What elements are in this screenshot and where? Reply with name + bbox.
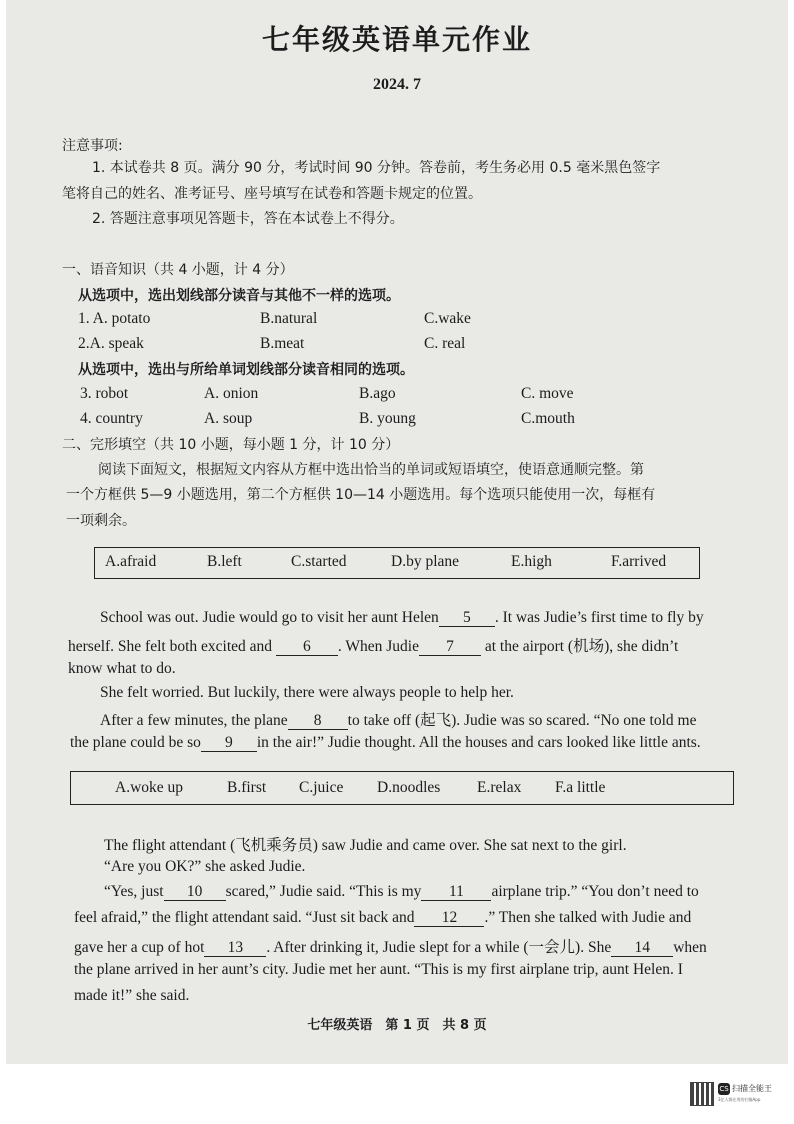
question-4-option-a: A. soup (204, 410, 253, 427)
word-box-1 (94, 547, 700, 579)
blank-6: 6 (276, 639, 338, 656)
word-box-2 (70, 771, 734, 805)
passage-line: herself. She felt both excited and 6 . When Judie 7 at the airport (机场), she didn’t (68, 638, 679, 655)
section-2-instruction-line-1: 阅读下面短文，根据短文内容从方框中选出恰当的单词或短语填空，使语意通顺完整。第 (98, 462, 644, 478)
question-2-option-c: C. real (424, 335, 466, 352)
word-box-1-option-a: A.afraid (105, 553, 157, 570)
section-2-instruction-line-2: 一个方框供 5—9 小题选用，第二个方框供 10—14 小题选用。每个选项只能使用一次，每框有 (66, 487, 656, 503)
section-2-instruction-line-3: 一项剩余。 (66, 513, 136, 529)
blank-5: 5 (439, 610, 495, 627)
scanner-watermark (690, 1078, 782, 1110)
word-box-2-option-d: D.noodles (377, 779, 441, 796)
word-box-1-option-c: C.started (291, 553, 347, 570)
word-box-1-option-e: E.high (511, 553, 552, 570)
word-box-2-option-f: F.a little (555, 779, 606, 796)
word-box-2-option-e: E.relax (477, 779, 522, 796)
passage-line: gave her a cup of hot 13 . After drinking it, Judie slept for a while (一会儿). She 14 when (74, 939, 707, 956)
notice-item-1-line-1: 1. 本试卷共 8 页。满分 90 分，考试时间 90 分钟。答卷前，考生务必用 0.5 毫米黑色签字 (92, 160, 661, 176)
passage-line: made it!” she said. (74, 987, 190, 1004)
blank-14: 14 (611, 940, 673, 957)
passage-line: feel afraid,” the flight attendant said. “Just sit back and 12 .” Then she talked with Judie and (74, 909, 692, 926)
question-2-option-b: B.meat (260, 335, 305, 352)
notice-item-2: 2. 答题注意事项见答题卡，答在本试卷上不得分。 (92, 211, 404, 227)
qr-code-icon (690, 1082, 714, 1106)
passage-line: She felt worried. But luckily, there were always people to help her. (100, 684, 514, 701)
passage-line: the plane could be so 9 in the air!” Judie thought. All the houses and cars looked like little ants. (70, 734, 701, 751)
notice-item-1-line-2: 笔将自己的姓名、准考证号、座号填写在试卷和答题卡规定的位置。 (62, 186, 482, 202)
blank-8: 8 (288, 713, 348, 730)
question-1-option-b: B.natural (260, 310, 318, 327)
blank-10: 10 (164, 884, 226, 901)
camscanner-logo-icon: CS (719, 1085, 729, 1093)
question-4-word: 4. country (80, 410, 143, 427)
question-3-option-b: B.ago (359, 385, 396, 402)
notice-heading: 注意事项: (62, 138, 123, 154)
blank-7: 7 (419, 639, 481, 656)
section-2-heading: 二、完形填空（共 10 小题，每小题 1 分，计 10 分） (62, 437, 400, 453)
watermark-label: 扫描全能王 (732, 1084, 772, 1093)
question-4-option-c: C.mouth (521, 410, 575, 427)
question-3-option-a: A. onion (204, 385, 259, 402)
page-footer: 七年级英语 第 1 页 共 8 页 (307, 1018, 487, 1033)
page-title: 七年级英语单元作业 (261, 23, 532, 56)
question-1-option-a: 1. A. potato (78, 310, 151, 327)
word-box-2-option-c: C.juice (299, 779, 344, 796)
blank-9: 9 (201, 735, 257, 752)
passage-line: know what to do. (68, 660, 176, 677)
word-box-1-option-d: D.by plane (391, 553, 460, 570)
word-box-2-option-a: A.woke up (115, 779, 184, 796)
blank-13: 13 (204, 940, 266, 957)
section-1-instruction-1: 从选项中，选出划线部分读音与其他不一样的选项。 (78, 288, 400, 304)
passage-line: “Are you OK?” she asked Judie. (104, 858, 306, 875)
blank-11: 11 (421, 884, 491, 901)
word-box-2-option-b: B.first (227, 779, 267, 796)
watermark-subtext: 3亿人都在用的扫描App (718, 1097, 761, 1102)
question-4-option-b: B. young (359, 410, 416, 427)
passage-line: After a few minutes, the plane 8 to take off (起飞). Judie was so scared. “No one told me (100, 712, 697, 729)
passage-line: the plane arrived in her aunt’s city. Judie met her aunt. “This is my first airplane trip, aunt Helen. I (74, 961, 683, 978)
word-box-1-option-b: B.left (207, 553, 242, 570)
section-1-heading: 一、语音知识（共 4 小题，计 4 分） (62, 262, 294, 278)
question-3-option-c: C. move (521, 385, 574, 402)
section-1-instruction-2: 从选项中，选出与所给单词划线部分读音相同的选项。 (78, 362, 414, 378)
passage-line: “Yes, just 10 scared,” Judie said. “This is my 11 airplane trip.” “You don’t need to (104, 883, 699, 900)
passage-line: School was out. Judie would go to visit her aunt Helen 5 . It was Judie’s first time to fly by (100, 609, 704, 626)
question-3-word: 3. robot (80, 385, 129, 402)
passage-line: The flight attendant (飞机乘务员) saw Judie and came over. She sat next to the girl. (104, 837, 627, 854)
question-2-option-a: 2.A. speak (78, 335, 144, 352)
question-1-option-c: C.wake (424, 310, 471, 327)
word-box-1-option-f: F.arrived (611, 553, 667, 570)
blank-12: 12 (414, 910, 484, 927)
exam-date: 2024. 7 (373, 76, 421, 93)
